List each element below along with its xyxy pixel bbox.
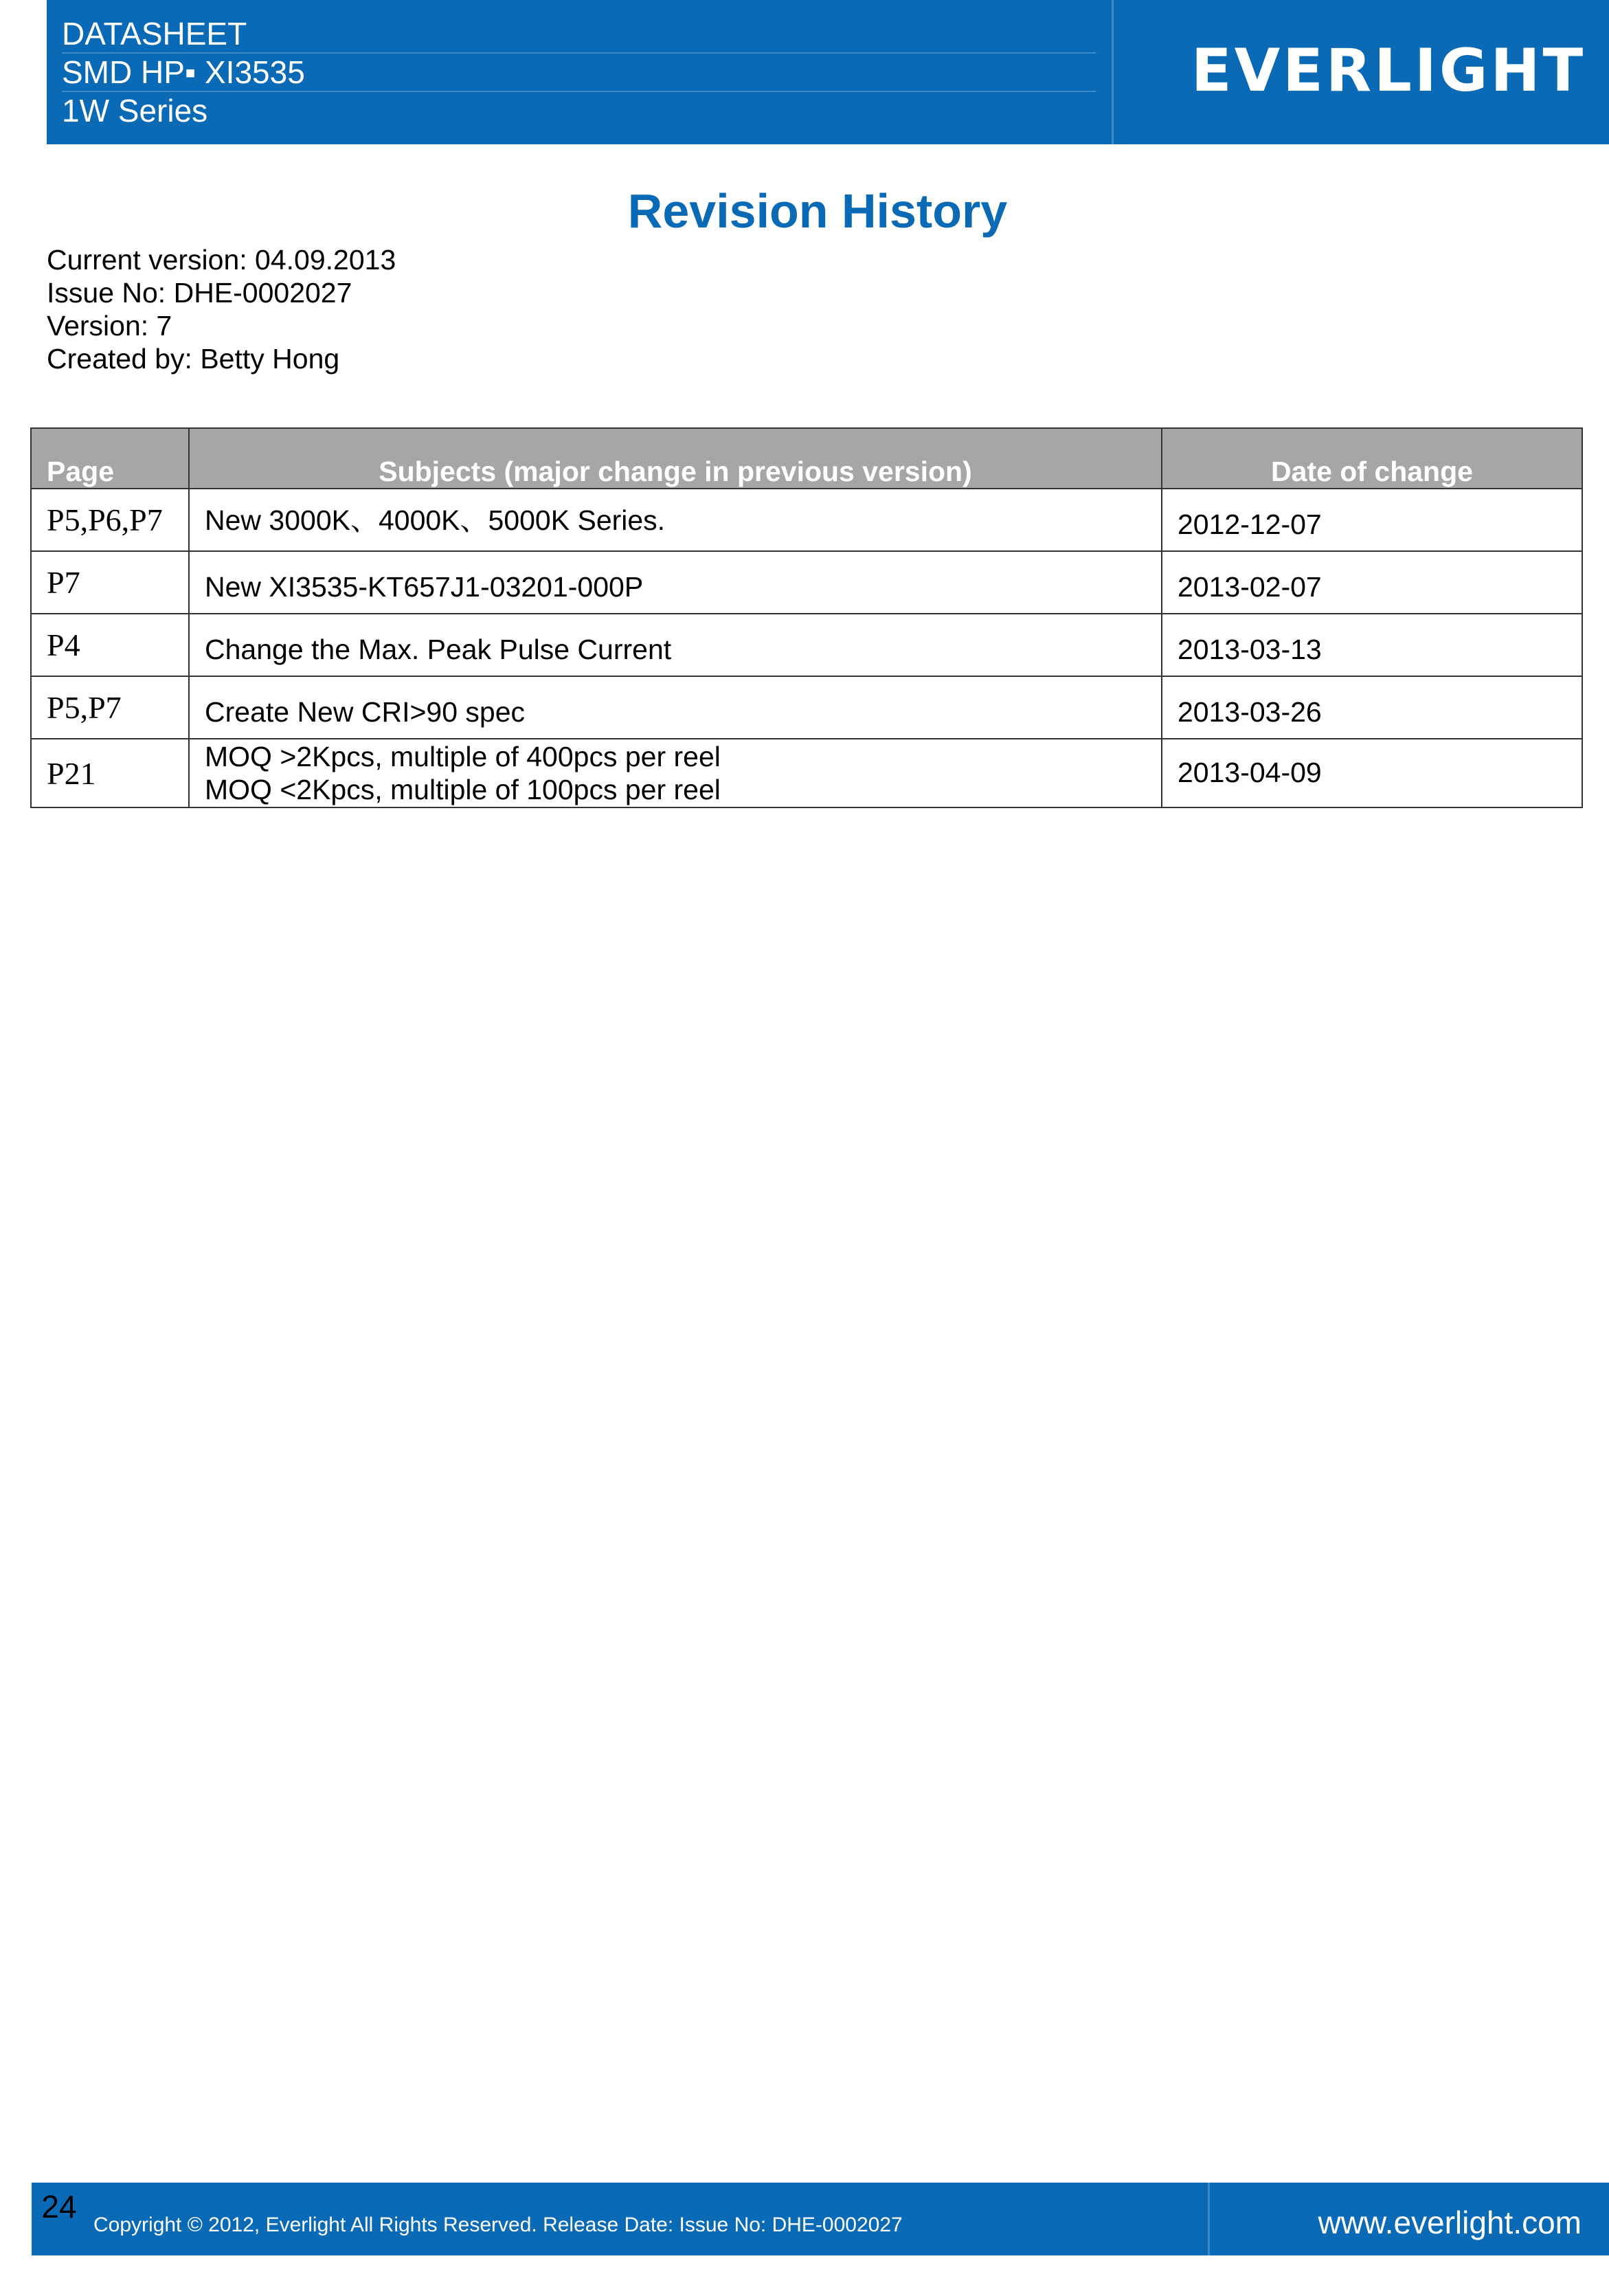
table-row	[31, 551, 1582, 614]
table-row	[31, 676, 1582, 739]
subject-cell: New XI3535-KT657J1-03201-000P	[189, 551, 1162, 614]
page-title: Revision History	[627, 184, 1008, 238]
doc-type-label: DATASHEET	[62, 15, 1096, 54]
everlight-logo: EVERLIGHT	[1191, 36, 1586, 105]
page-footer	[32, 2183, 1609, 2255]
series-name: 1W Series	[62, 93, 208, 129]
page-cell: P5,P7	[31, 676, 189, 739]
revision-table	[30, 427, 1583, 808]
product-name: SMD HP▪ XI3535	[62, 54, 1096, 92]
column-header-page: Page	[31, 428, 189, 489]
page-cell: P5,P6,P7	[31, 489, 189, 551]
subject-cell: Change the Max. Peak Pulse Current	[189, 614, 1162, 676]
page-cell: P4	[31, 614, 189, 676]
subject-cell: Create New CRI>90 spec	[189, 676, 1162, 739]
page-cell: P7	[31, 551, 189, 614]
created-by: Created by: Betty Hong	[47, 343, 340, 375]
current-version: Current version: 04.09.2013	[47, 244, 396, 276]
table-row	[31, 614, 1582, 676]
date-cell: 2013-03-26	[1162, 676, 1582, 739]
date-cell: 2013-04-09	[1162, 739, 1582, 807]
version-number: Version: 7	[47, 310, 172, 342]
page-header	[47, 0, 1609, 144]
column-header-subject: Subjects (major change in previous version)	[189, 428, 1162, 489]
page-number: 24	[32, 2183, 87, 2231]
table-header-row	[31, 428, 1582, 489]
document-info	[62, 15, 1096, 129]
revision-meta	[47, 243, 396, 375]
subject-line: MOQ <2Kpcs, multiple of 100pcs per reel	[205, 774, 721, 805]
date-cell: 2013-02-07	[1162, 551, 1582, 614]
table-row	[31, 739, 1582, 807]
subject-cell	[189, 739, 1162, 807]
footer-divider	[1208, 2183, 1210, 2255]
website-link[interactable]: www.everlight.com	[1318, 2205, 1582, 2240]
page-cell: P21	[31, 739, 189, 807]
date-cell: 2012-12-07	[1162, 489, 1582, 551]
table-row	[31, 489, 1582, 551]
column-header-date: Date of change	[1162, 428, 1582, 489]
subject-line: MOQ >2Kpcs, multiple of 400pcs per reel	[205, 741, 721, 772]
issue-number: Issue No: DHE-0002027	[47, 277, 352, 309]
copyright-notice: Copyright © 2012, Everlight All Rights Reserved. Release Date: Issue No: DHE-0002027	[93, 2214, 903, 2236]
date-cell: 2013-03-13	[1162, 614, 1582, 676]
subject-cell: New 3000K、4000K、5000K Series.	[189, 489, 1162, 551]
header-divider	[1112, 0, 1114, 144]
